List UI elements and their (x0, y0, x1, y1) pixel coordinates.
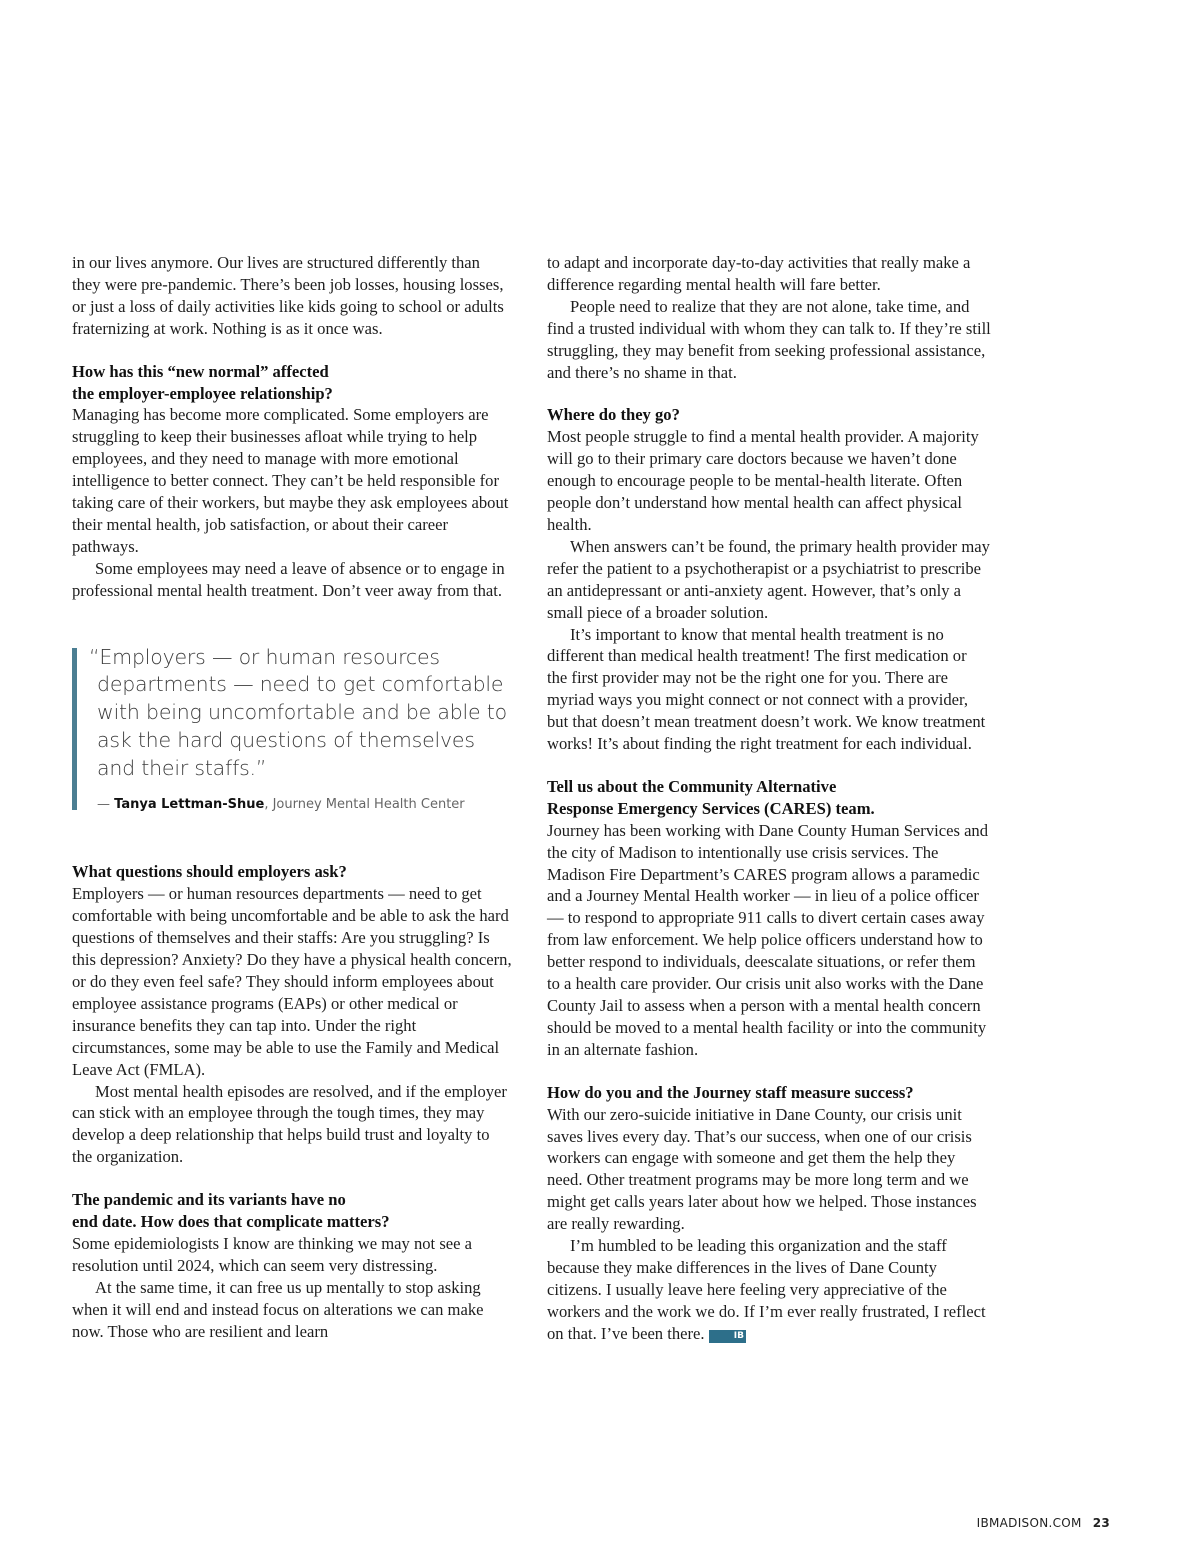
body-paragraph: People need to realize that they are not alone, take time, and find a trusted individual with whom they can talk to. If they’re still struggling, they may benefit from seeking professional assistance, and there’s no shame in that. (547, 296, 991, 382)
section-heading (72, 1189, 512, 1233)
body-paragraph: With our zero-suicide initiative in Dane County, our crisis unit saves lives every day. That’s our success, when one of our crisis workers can engage with someone and get them the help they need. Other treatment programs may be more long term and we might get calls years later about how we helped. Those instances are really rewarding. (547, 1104, 977, 1234)
page-footer (977, 1516, 1110, 1530)
section-success (547, 1082, 991, 1345)
section-heading (72, 361, 512, 405)
section-new-normal (72, 361, 512, 602)
body-paragraph: Some epidemiologists I know are thinking we may not see a resolution until 2024, which can seem very distressing. (72, 1233, 473, 1275)
left-column (72, 252, 512, 1343)
body-paragraph (547, 1235, 991, 1345)
heading-line: the employer-employee relationship? (72, 383, 333, 403)
heading-line: How has this “new normal” affected (72, 361, 329, 381)
section-heading: What questions should employers ask? (72, 862, 347, 882)
pull-quote-attribution (89, 794, 512, 816)
body-paragraph: Employers — or human resources departments — need to get comfortable with being uncomfortable and be able to ask the hard questions of themselves and their staffs: Are you struggling? Is this depression? Anxiety? Do they have a physical health concern, or do they even feel safe? They should inform employees about employee assistance programs (EAPs) or other medical or insurance benefits they can tap into. Under the right circumstances, some may be able to use the Family and Medical Leave Act (FMLA). (72, 884, 512, 1079)
body-paragraph: in our lives anymore. Our lives are structured differently than they were pre-pandemic. There’s been job losses, housing losses, or just a loss of daily activities like kids going to school or adults fraternizing at work. Nothing is as it once was. (72, 253, 504, 338)
heading-line: Tell us about the Community Alternative (547, 776, 837, 796)
attribution-org: , Journey Mental Health Center (264, 796, 465, 812)
body-paragraph: It’s important to know that mental health treatment is no different than medical health treatment! The first medication or the first provider may not be the right one for you. There are myriad ways you might connect or not connect with a provider, but that doesn’t mean treatment doesn’t work. We know treatment works! It’s about finding the right treatment for each individual. (547, 624, 986, 754)
section-cares (547, 776, 991, 1061)
heading-line: Response Emergency Services (CARES) team. (547, 798, 875, 818)
attribution-dash: — (97, 796, 115, 812)
body-paragraph: Most people struggle to find a mental health provider. A majority will go to their primary care doctors because we haven’t done enough to encourage people to be mental-health literate. Often people don’t understand how mental health can affect physical health. (547, 427, 979, 534)
body-text: I’m humbled to be leading this organization and the staff because they make differences in the lives of Dane County citizens. I usually leave here feeling very appreciative of the workers and the work we do. If I’m ever really frustrated, I reflect on that. I’ve been there. (547, 1236, 986, 1343)
footer-site: IBMADISON.COM (976, 1516, 1082, 1530)
pull-quote-bar (72, 648, 77, 810)
heading-line: The pandemic and its variants have no (72, 1190, 346, 1210)
section-pandemic (72, 1189, 512, 1342)
body-paragraph: When answers can’t be found, the primary health provider may refer the patient to a psychotherapist or a psychiatrist to prescribe an antidepressant or anti-anxiety agent. However, that’s only a small piece of a broader solution. (547, 536, 990, 622)
body-paragraph: Journey has been working with Dane County Human Services and the city of Madison to intentionally use crisis services. The Madison Fire Department’s CARES program allows a paramedic and a Journey Mental Health worker — in lieu of a police officer — to respond to appropriate 911 calls to divert certain cases away from law enforcement. We help police officers understand how to better respond to individuals, deescalate situations, or refer them to a health care provider. Our crisis unit also works with the Dane County Jail to assess when a person with a mental health concern should be moved to a mental health facility or into the community in an alternate fashion. (547, 820, 989, 1059)
section-heading: Where do they go? (547, 405, 680, 425)
body-paragraph: Managing has become more complicated. Some employers are struggling to keep their businesses afloat while trying to help employees, and they need to manage with more emotional intelligence to better connect. They can’t be held responsible for taking care of their workers, but maybe they ask employees about their mental health, job satisfaction, or about their career pathways. (72, 405, 509, 556)
body-paragraph: At the same time, it can free us up mentally to stop asking when it will end and instead focus on alterations we can make now. Those who are resilient and learn (72, 1277, 484, 1341)
heading-line: end date. How does that complicate matters? (72, 1212, 390, 1232)
body-paragraph: Most mental health episodes are resolved, and if the employer can stick with an employee through the tough times, they may develop a deep relationship that helps build trust and loyalty to the organization. (72, 1081, 507, 1167)
pull-quote (72, 644, 512, 816)
section-questions (72, 861, 512, 1168)
section-heading (547, 776, 991, 820)
end-mark-icon: IB (709, 1330, 746, 1343)
page-number: 23 (1092, 1516, 1110, 1530)
body-paragraph: Some employees may need a leave of absence or to engage in professional mental health treatment. Don’t veer away from that. (72, 558, 505, 600)
section-where (547, 404, 991, 755)
body-paragraph: to adapt and incorporate day-to-day activities that really make a difference regarding mental health will fare better. (547, 253, 971, 294)
attribution-name: Tanya Lettman-Shue (114, 796, 265, 812)
section-heading: How do you and the Journey staff measure success? (547, 1082, 914, 1102)
pull-quote-text: “Employers — or human resources departments — need to get comfortable with being uncomfortable and be able to ask the hard questions of themselves and their staffs.” (89, 644, 507, 780)
right-column (547, 252, 991, 1345)
